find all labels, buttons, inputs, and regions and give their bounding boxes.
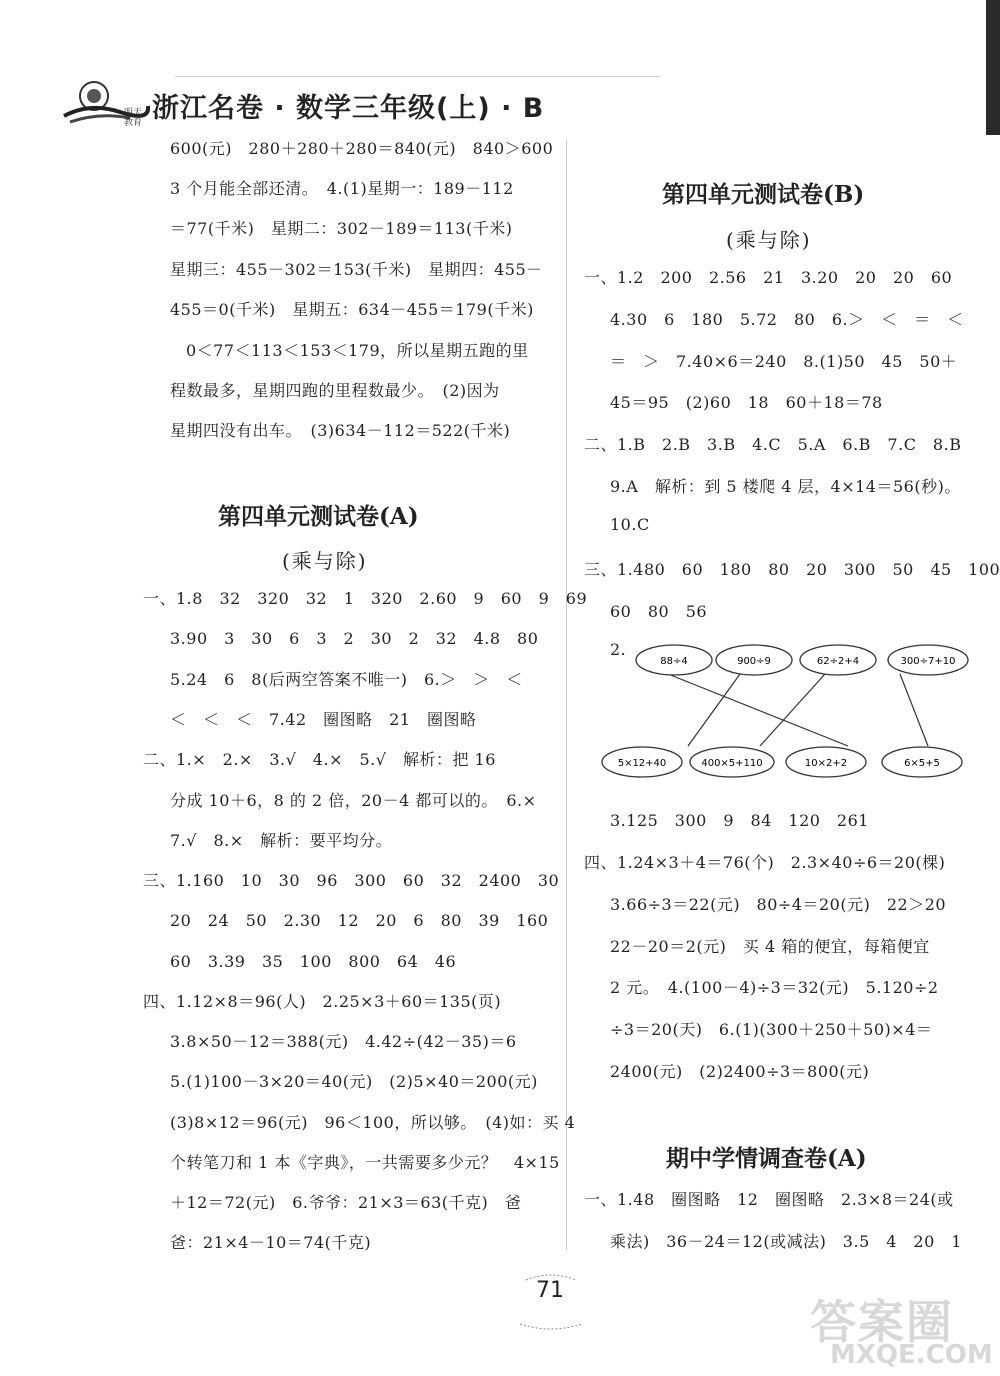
answer-line: 分成 10＋6，8 的 2 倍，20－4 都可以的。 6.× bbox=[170, 791, 537, 810]
answer-line: 60 3.39 35 100 800 64 46 bbox=[170, 952, 457, 971]
answer-line: 三、1.160 10 30 96 300 60 32 2400 30 bbox=[143, 871, 560, 890]
answer-line: 60 80 56 bbox=[610, 602, 708, 621]
answer-line: 455＝0(千米) 星期五：634－455＝179(千米) bbox=[170, 300, 534, 319]
answer-line: 2400(元) (2)2400÷3＝800(元) bbox=[610, 1062, 870, 1081]
answer-line: 三、1.480 60 180 80 20 300 50 45 100 bbox=[584, 560, 1000, 579]
answer-line: 3 个月能全部还清。 4.(1)星期一：189－112 bbox=[170, 179, 514, 198]
section-subtitle: (乘与除) bbox=[282, 549, 368, 573]
answer-line: 3.90 3 30 6 3 2 30 2 32 4.8 80 bbox=[170, 629, 539, 648]
answer-line: 4.30 6 180 5.72 80 6.＞ ＜ ＝ ＜ bbox=[610, 310, 964, 329]
answer-line: 乘法) 36－24＝12(或减法) 3.5 4 20 1 bbox=[610, 1232, 962, 1251]
answer-line: 星期三：455－302＝153(千米) 星期四：455－ bbox=[170, 260, 543, 279]
matching-diagram bbox=[600, 638, 980, 788]
answer-line: 20 24 50 2.30 12 20 6 80 39 160 bbox=[170, 911, 549, 930]
answer-line: 一、1.2 200 2.56 21 3.20 20 20 60 bbox=[584, 268, 953, 287]
logo-text: 明天教育 bbox=[124, 108, 143, 128]
expression-text: 6×5+5 bbox=[904, 758, 940, 769]
answer-line: ＋12＝72(元) 6.爷爷：21×3＝63(千克) 爸 bbox=[170, 1193, 522, 1212]
expression-text: 300÷7+10 bbox=[900, 656, 956, 667]
diagram-label: 2. bbox=[610, 640, 627, 659]
answer-line: 5.(1)100－3×20＝40(元) (2)5×40＝200(元) bbox=[170, 1072, 538, 1091]
answer-line: 程数最多，星期四跑的里程数最少。 (2)因为 bbox=[170, 381, 500, 400]
answer-line: ÷3＝20(天) 6.(1)(300＋250＋50)×4＝ bbox=[610, 1020, 933, 1039]
answer-line: 3.8×50－12＝388(元) 4.42÷(42－35)＝6 bbox=[170, 1032, 517, 1051]
answer-line: (3)8×12＝96(元) 96＜100，所以够。 (4)如：买 4 bbox=[170, 1113, 576, 1132]
answer-line: 爸：21×4－10＝74(千克) bbox=[170, 1233, 372, 1252]
answer-line: 3.125 300 9 84 120 261 bbox=[610, 811, 869, 830]
answer-line: 7.√ 8.× 解析：要平均分。 bbox=[170, 831, 393, 850]
match-line bbox=[900, 674, 928, 746]
header-rule bbox=[175, 76, 660, 77]
match-line bbox=[668, 674, 848, 746]
expression-text: 900÷9 bbox=[737, 656, 771, 667]
answer-line: ＝77(千米) 星期二：302－189＝113(千米) bbox=[170, 219, 513, 238]
section-title: 第四单元测试卷(B) bbox=[662, 181, 865, 208]
answer-line: 二、1.B 2.B 3.B 4.C 5.A 6.B 7.C 8.B bbox=[584, 435, 962, 454]
answer-line: 四、1.12×8＝96(人) 2.25×3＋60＝135(页) bbox=[143, 992, 502, 1011]
answer-line: ＝ ＞ 7.40×6＝240 8.(1)50 45 50＋ bbox=[610, 352, 958, 371]
expression-text: 62÷2+4 bbox=[816, 656, 860, 667]
page-edge-bar bbox=[986, 0, 1000, 135]
answer-line: ＜ ＜ ＜ 7.42 圈图略 21 圈图略 bbox=[170, 710, 477, 729]
answer-line: 2 元。 4.(100－4)÷3＝32(元) 5.120÷2 bbox=[610, 978, 939, 997]
answer-line: 个转笔刀和 1 本《字典》，一共需要多少元？ 4×15 bbox=[170, 1153, 560, 1172]
match-line bbox=[760, 674, 825, 746]
page-number: 71 bbox=[536, 1278, 564, 1303]
answer-line: 3.66÷3＝22(元) 80÷4＝20(元) 22＞20 bbox=[610, 895, 947, 914]
watermark-url: MXQE.COM bbox=[830, 1340, 993, 1370]
answer-line: 45＝95 (2)60 18 60＋18＝78 bbox=[610, 393, 883, 412]
answer-line: 四、1.24×3＋4＝76(个) 2.3×40÷6＝20(棵) bbox=[584, 853, 946, 872]
header-title: 浙江名卷 · 数学三年级(上) · B bbox=[152, 93, 545, 124]
answer-line: 一、1.48 圈图略 12 圈图略 2.3×8＝24(或 bbox=[584, 1190, 954, 1209]
expression-text: 10×2+2 bbox=[804, 758, 848, 769]
answer-line: 二、1.× 2.× 3.√ 4.× 5.√ 解析：把 16 bbox=[143, 750, 496, 769]
expression-text: 5×12+40 bbox=[617, 758, 667, 769]
answer-line: 5.24 6 8(后两空答案不唯一) 6.＞ ＞ ＜ bbox=[170, 670, 523, 689]
column-divider bbox=[566, 140, 567, 1250]
section-title: 第四单元测试卷(A) bbox=[218, 503, 419, 530]
answer-line: 一、1.8 32 320 32 1 320 2.60 9 60 9 69 bbox=[143, 589, 588, 608]
expression-text: 400×5+110 bbox=[701, 758, 763, 769]
watermark: 答案圈 bbox=[810, 1295, 954, 1349]
answer-line: 星期四没有出车。 (3)634－112＝522(千米) bbox=[170, 421, 511, 440]
answer-line: 10.C bbox=[610, 515, 650, 534]
expression-text: 88÷4 bbox=[660, 656, 688, 667]
answer-line: 22－20＝2(元) 买 4 箱的便宜，每箱便宜 bbox=[610, 937, 930, 956]
answer-line: 0＜77＜113＜153＜179，所以星期五跑的里 bbox=[186, 341, 529, 360]
section-title: 期中学情调查卷(A) bbox=[666, 1145, 867, 1172]
section-subtitle: (乘与除) bbox=[726, 228, 812, 252]
answer-line: 600(元) 280＋280＋280＝840(元) 840＞600 bbox=[170, 139, 554, 158]
page-header bbox=[60, 68, 620, 128]
answer-line: 9.A 解析：到 5 楼爬 4 层，4×14＝56(秒)。 bbox=[610, 477, 961, 496]
